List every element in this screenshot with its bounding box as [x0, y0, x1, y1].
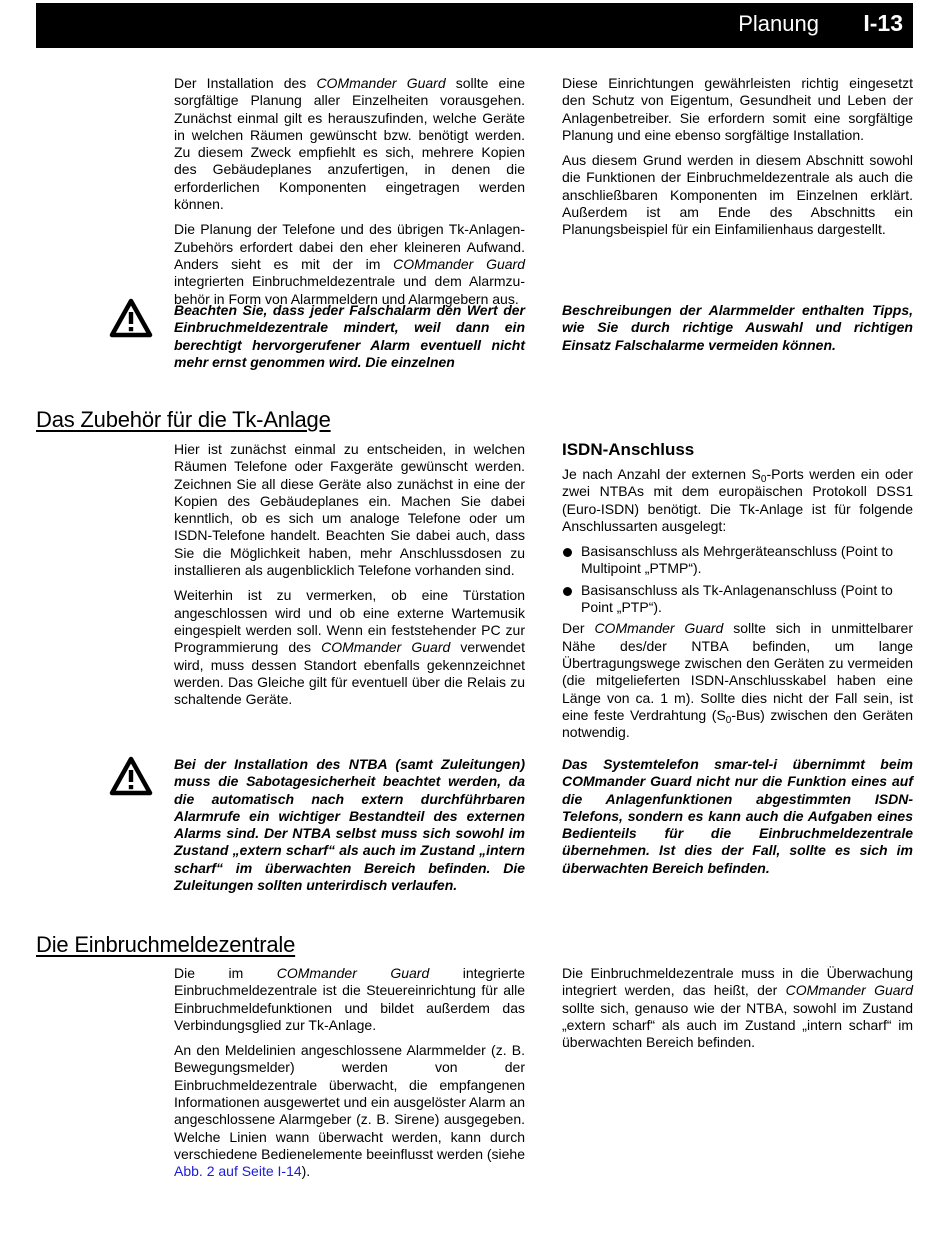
intro-warning-right: [562, 302, 913, 362]
section-heading-zubehoer: Das Zubehör für die Tk-Anlage: [36, 407, 331, 432]
subheading-isdn: ISDN-Anschluss: [562, 440, 695, 459]
page-header: [36, 3, 913, 48]
list-item: Basisanschluss als Mehrgeräteanschluss (Point to Multipoint „PTMP“).: [562, 543, 913, 578]
emz-right-column: [562, 965, 913, 1059]
warning-triangle-icon: [109, 756, 153, 796]
brand-name: COMmander Guard: [316, 75, 446, 91]
systemtelefon-note: [562, 756, 913, 885]
emz-paragraph-1: Die im COMmander Guard integrierte Einbruchmeldezentrale ist die Steuereinrichtung für alle Einbruchmeldefunktionen und bildet außerdem das Verbindungsglied zur Tk-Anlage.: [174, 965, 525, 1033]
brand-name: COMmander Guard: [594, 620, 724, 637]
warning-text: Bei der Installation des NTBA (samt Zuleitungen) muss die Sabotagesicherheit beachtet werden, da die automatisch nach extern durchführbaren Alarmrufe ein wichtiger Bestandteil des externen Alarms sind. Der NTBA selbst muss sich sowohl im Zustand „extern scharf“ als auch im Zustand „intern scharf“ im überwachten Bereich befinden. Die Zuleitungen sollten unterirdisch verlaufen.: [174, 756, 525, 894]
emz-left-column: [174, 965, 525, 1189]
brand-name: COMmander Guard: [393, 255, 525, 272]
emz-paragraph-2: An den Meldelinien angeschlossene Alarmmelder (z. B. Bewegungsmelder) werden von der Einbruchmeldezentrale überwacht, die empfangenen Informationen ausgewertet und ein ausgelöster Alarm an angeschlossene Alarmgeber (z. B. Sirene) ausgegeben. Welche Linien wann überwacht werden, kann durch verschiedene Bedienelemente beeinflusst werden (siehe Abb. 2 auf Seite I-14).: [174, 1042, 525, 1180]
section-heading-einbruchmeldezentrale: Die Einbruchmeldezentrale: [36, 932, 296, 957]
intro-paragraph-4: Aus diesem Grund werden in diesem Abschnitt sowohl die Funktionen der Einbruchmeldezentrale als auch die anschließbaren Komponenten im Einzelnen erklärt. Außerdem ist am Ende des Abschnitts ein Planungsbeispiel für ein Einfamilienhaus dargestellt.: [562, 152, 913, 238]
intro-warning-left: [174, 302, 525, 379]
intro-paragraph-1: Der Installation des COMmander Guard sollte eine sorgfältige Planung aller Einzelheiten vorausgehen. Zunächst einmal gilt es herauszufinden, welche Geräte in welchen Räumen gewünscht bzw. benötigt werden. Zu diesem Zweck empfiehlt es sich, mehrere Kopien des Gebäudeplanes anzufertigen, in denen die erforderlichen Komponenten eingetragen werden können.: [174, 75, 526, 213]
isdn-bullet-list: [562, 543, 913, 616]
warning-triangle-icon: [109, 298, 153, 338]
zubehoer-left-column: [174, 441, 525, 716]
isdn-paragraph-1: Je nach Anzahl der externen $S_0$-Ports werden ein oder zwei NTBAs mit dem europäischen Protokoll DSS1 (Euro-ISDN) benötigt. Die Tk-Anlage ist für folgende Anschlussarten ausgelegt:: [562, 466, 913, 534]
warning-text: Beschreibungen der Alarmmelder enthalten Tipps, wie Sie durch richtige Auswahl und richtigen Einsatz Falschalarme vermeiden können.: [562, 302, 913, 353]
warning-text: Beachten Sie, dass jeder Falschalarm den Wert der Einbruchmeldezentrale mindert, weil dann ein berechtigt hervorgerufener Alarm eventuell nicht mehr ernst genommen wird. Die einzelnen: [174, 302, 525, 370]
brand-name: COMmander Guard: [785, 982, 913, 999]
ntba-warning: [174, 756, 525, 902]
emz-paragraph-3: Die Einbruchmeldezentrale muss in die Überwachung integriert werden, das heißt, der COMmander Guard sollte sich, genauso wie der NTBA, sowohl im Zustand „extern scharf“ als auch im Zustand „intern scharf“ im überwachten Bereich befinden.: [562, 965, 913, 1051]
isdn-paragraph-2: Der COMmander Guard sollte sich in unmittelbarer Nähe des/der NTBA befinden, um lange Übertragungswege zwischen den Geräten zu vermeiden (die mitgelieferten ISDN-Anschlusskabel haben eine Länge von ca. 1 m). Sollte dies nicht der Fall sein, ist eine feste Verdrahtung $(S_0-Bus)$ zwischen den Geräten notwendig.: [562, 620, 914, 741]
warning-text: Das Systemtelefon smar-tel-i übernimmt beim COMmander Guard nicht nur die Funktion eines auf die Anlagenfunktionen abgestimmten ISDN-Telefons, sondern es kann auch die Aufgaben eines Bedienteils für die Einbruchmeldezentrale übernehmen. Ist dies der Fall, sollte es sich im überwachten Bereich befinden.: [562, 756, 913, 876]
figure-reference-link[interactable]: Abb. 2 auf Seite I-14: [174, 1163, 302, 1180]
intro-left-column: [174, 75, 525, 316]
zubehoer-paragraph-2: Weiterhin ist zu vermerken, ob eine Türstation angeschlossen wird und ob eine externe Wartemusik eingespielt werden soll. Wenn ein feststehender PC zur Programmierung des COMmander Guard verwendet wird, muss dessen Standort ebenfalls gekennzeichnet werden. Das Gleiche gilt für eventuell über die Relais zu schaltende Geräte.: [174, 587, 525, 708]
isdn-column: [562, 466, 913, 749]
brand-name: COMmander Guard: [276, 965, 430, 981]
list-item: Basisanschluss als Tk-Anlagenanschluss (Point to Point „PTP“).: [562, 582, 913, 617]
intro-right-column: [562, 75, 913, 247]
page-number: I-13: [863, 10, 903, 36]
header-title: Planung: [738, 11, 819, 36]
zubehoer-paragraph-1: Hier ist zunächst einmal zu entscheiden, in welchen Räumen Telefone oder Faxgeräte gewünscht werden. Zeichnen Sie all diese Geräte also zunächst in eine der Kopien des Gebäudeplanes ein. Machen Sie dabei kenntlich, ob es sich um analoge Telefone oder um ISDN-Telefone handelt. Beachten Sie dabei auch, dass Sie die Möglichkeit haben, mehr Anschlussdosen zu installieren als augenblicklich Telefone vorhanden sind.: [174, 441, 525, 579]
intro-paragraph-3: Diese Einrichtungen gewährleisten richtig eingesetzt den Schutz von Eigentum, Gesundheit und Leben der Anlagenbetreiber. Sie erfordern somit eine sorgfältige Planung und eine ebenso sorgfältige Installation.: [562, 75, 913, 143]
intro-paragraph-2: Die Planung der Telefone und des übrigen Tk-Anlagen-Zubehörs erfordert dabei den eher kleineren Aufwand. Anders sieht es mit der im COMmander Guard integrierten Einbruchmeldezentrale und dem Alarmzubehör in Form von Alarmmeldern und Alarmgebern aus.: [174, 221, 525, 307]
brand-name: COMmander Guard: [321, 639, 451, 656]
